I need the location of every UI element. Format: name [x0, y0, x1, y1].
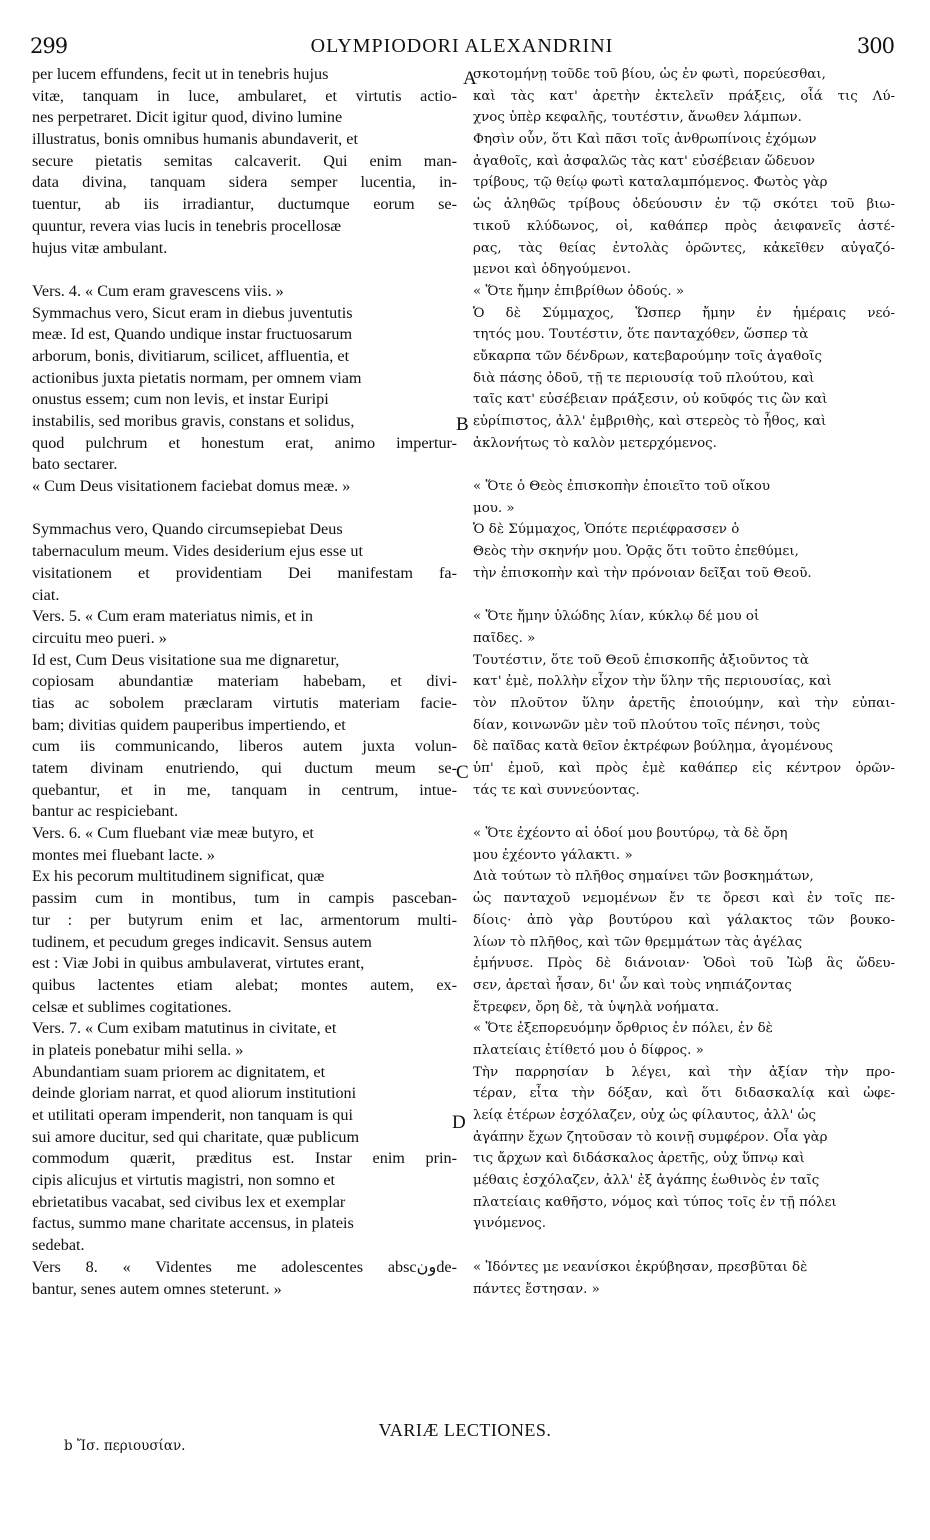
text-line: visitationem et providentiam Dei manifestam fa-: [32, 563, 457, 582]
text-line: τις ἄρχων καὶ διδάσκαλος ἀρετῆς, οὐχ ὕπνῳ καὶ: [473, 1151, 805, 1167]
text-line: Id est, Cum Deus visitatione sua me dignaretur,: [32, 650, 340, 669]
text-line: ἀγαθοῖς, καὶ ἀσφαλῶς τὰς κατ' εὐσέβειαν ὥδευον: [473, 153, 815, 169]
text-line: copiosam abundantiæ materiam habebam, et divi-: [32, 672, 457, 691]
text-line: ἔτρεφεν, ὄρη δὲ, τὰ ὑψηλὰ νοήματα.: [473, 999, 720, 1015]
page-number-right: 300: [856, 34, 894, 58]
text-line: circuitu meo pueri. »: [32, 628, 167, 647]
text-line: ἀγάπην ἔχων ζητοῦσαν τὸ κοινῇ συμφέρον. Οἷα γὰρ: [473, 1129, 828, 1145]
text-line: « Ὅτε ἐχέοντο αἱ ὁδοί μου βουτύρῳ, τὰ δὲ ὄρη: [473, 826, 788, 842]
text-line: sedebat.: [32, 1236, 85, 1255]
text-line: δίοις· ἀπὸ γὰρ βουτύρου καὶ γάλακτος τῶν βουκο-: [473, 912, 895, 928]
text-line: quibus lactentes etiam alebat; montes autem, ex-: [32, 975, 457, 994]
text-line: sui amore ducitur, sed qui charitate, quæ publicum: [32, 1127, 360, 1146]
text-line: [473, 585, 895, 607]
variae-lectiones-heading: VARIÆ LECTIONES.: [378, 1420, 552, 1440]
text-line: πάντες ἔστησαν. »: [473, 1281, 600, 1297]
text-line: [32, 498, 457, 520]
footnote: b Ἴσ. περιουσίαν.: [64, 1438, 186, 1454]
text-line: τὸν πλοῦτον ὕλην ἀρετῆς ἐποιούμην, καὶ τὴν εὐπαι-: [473, 695, 895, 711]
text-line: cum iis communicando, liberos autem juxta volun-: [32, 737, 457, 756]
text-line: Τουτέστιν, ὅτε τοῦ Θεοῦ ἐπισκοπῆς ἀξιοῦντος τὰ: [473, 652, 809, 668]
text-line: γινόμενος.: [473, 1216, 547, 1232]
text-line: arborum, bonis, divitiarum, scilicet, affluentia, et: [32, 346, 350, 365]
page-number-left: 299: [30, 34, 68, 58]
text-line: bato sectarer.: [32, 455, 118, 474]
text-line: nes perpetraret. Dicit igitur quod, divino lumine: [32, 108, 343, 127]
margin-letter-b: B: [456, 414, 469, 435]
running-title: OLYMPIODORI ALEXANDRINI: [310, 35, 614, 57]
text-line: διὰ πάσης ὁδοῦ, τῇ τε περιουσίᾳ τοῦ πλούτου, καὶ: [473, 370, 815, 386]
text-line: [32, 259, 457, 281]
text-line: in plateis ponebatur mihi sella. »: [32, 1040, 244, 1059]
text-line: montes mei fluebant lacte. »: [32, 845, 215, 864]
text-line: τρίβους, τῷ θείῳ φωτὶ καταλαμπόμενος. Φωτὸς γὰρ: [473, 175, 828, 191]
text-line: ὡς πανταχοῦ νεμομένων ἔν τε ὄρεσι καὶ ἐν τοῖς πε-: [473, 891, 895, 907]
text-line: et utilitati operam impenderit, non tanquam is qui: [32, 1106, 353, 1124]
text-line: actionibus juxta pietatis normam, per omnem viam: [32, 368, 362, 387]
text-line: Τὴν παρρησίαν b λέγει, καὶ τὴν ἀξίαν τὴν προ-: [473, 1064, 895, 1080]
margin-letter-d: D: [452, 1112, 466, 1133]
text-line: ciat.: [32, 585, 60, 604]
text-line: data divina, tanquam sidera semper lucentia, in-: [32, 173, 457, 192]
text-line: ἀκλονήτως τὸ καλὸν μετερχόμενος.: [473, 435, 717, 451]
text-line: tias ac sobolem præclaram virtutis materiam facie-: [32, 693, 457, 712]
text-line: bantur, senes autem omnes steterunt. »: [32, 1279, 282, 1298]
text-line: Διὰ τούτων τὸ πλῆθος σημαίνει τῶν βοσκημάτων,: [473, 869, 814, 885]
text-line: σεν, ἀρεταὶ ἦσαν, δι' ὧν καὶ τοὺς νηπιάζοντας: [473, 977, 792, 993]
text-line: [473, 454, 895, 476]
text-line: factus, summo mane charitate accensus, in plateis: [32, 1214, 354, 1233]
text-line: Vers. 7. « Cum exibam matutinus in civitate, et: [32, 1019, 337, 1038]
margin-letter-a: A: [463, 68, 477, 89]
text-line: χνος ὑπὲρ κεφαλῆς, τουτέστιν, ἄνωθεν λάμπων.: [473, 110, 802, 126]
text-line: quod pulchrum et honestum erat, animo impertur-: [32, 433, 457, 452]
text-line: bam; divitias quidem pauperibus impertiendo, et: [32, 715, 346, 734]
greek-column: [473, 64, 895, 1300]
text-line: ρας, τὰς θείας ἐντολὰς ὁρῶντες, κἀκεῖθεν αὐγαζό-: [473, 240, 895, 256]
text-line: Θεὸς τὴν σκηνήν μου. Ὁρᾷς ὅτι τοῦτο ἐπεθύμει,: [473, 544, 799, 560]
text-line: onustus essem; cum non levis, et instar Euripi: [32, 390, 329, 409]
text-line: Ὁ δὲ Σύμμαχος, Ὥσπερ ἤμην ἐν ἡμέραις νεό-: [473, 305, 895, 321]
text-line: celsæ et sublimes cogitationes.: [32, 997, 232, 1016]
text-line: τητός μου. Τουτέστιν, ὅτε πανταχόθεν, ὥσπερ τὰ: [473, 327, 809, 343]
text-line: λείᾳ ἑτέρων ἐσχόλαζεν, οὐχ ὡς φίλαυτος, ἀλλ' ὡς: [473, 1108, 816, 1123]
text-line: Vers 8. « Videntes me adolescentes abscونde-: [32, 1257, 457, 1276]
text-line: μου. »: [473, 500, 515, 516]
text-line: « Ὅτε ἐξεπορευόμην ὄρθριος ἐν πόλει, ἐν δὲ: [473, 1021, 773, 1037]
text-line: « Ὅτε ὁ Θεὸς ἐπισκοπὴν ἐποιεῖτο τοῦ οἴκου: [473, 479, 771, 495]
text-line: hujus vitæ ambulant.: [32, 238, 168, 257]
running-header: [30, 34, 894, 60]
text-line: δὲ παῖδας κατὰ θεῖον ἐκτρέφων βούλημα, ἀγομένους: [473, 739, 834, 755]
text-line: vitæ, tanquam in luce, ambularet, et virtutis actio-: [32, 86, 457, 105]
text-line: τὴν ἐπισκοπὴν καὶ τὴν πρόνοιαν δεῖξαι τοῦ Θεοῦ.: [473, 565, 812, 581]
text-line: Φησὶν οὖν, ὅτι Καὶ πᾶσι τοῖς ἀνθρωπίνοις ἐχόμων: [473, 132, 817, 148]
text-line: tatem divinam enutriendo, qui ductum meum se-: [32, 759, 457, 777]
text-line: ὑπ' ἐμοῦ, καὶ πρὸς ἐμὲ καθάπερ εἰς κέντρον ὁρῶν-: [473, 761, 895, 776]
text-line: tur : per butyrum enim et lac, armentorum multi-: [32, 910, 457, 929]
text-line: λίων τὸ πλῆθος, καὶ τῶν θρεμμάτων τὰς ἀγέλας: [473, 934, 803, 950]
latin-column: [32, 64, 457, 1300]
text-line: « Ὅτε ἤμην ἐπιβρίθων ὁδούς. »: [473, 283, 685, 299]
text-line: secure pietatis semitas calcaverit. Qui enim man-: [32, 151, 457, 170]
margin-letter-c: C: [456, 762, 469, 783]
text-line: ταῖς κατ' εὐσέβειαν πράξεσιν, οὐ κοῦφός τις ὢν καὶ: [473, 392, 828, 408]
text-line: Vers. 4. « Cum eram gravescens viis. »: [32, 281, 284, 300]
text-line: Vers. 5. « Cum eram materiatus nimis, et in: [32, 607, 313, 626]
text-line: [473, 1235, 895, 1257]
text-line: « Ἰδόντες με νεανίσκοι ἐκρύβησαν, πρεσβῦται δὲ: [473, 1259, 808, 1275]
text-line: τέραν, εἶτα τὴν δόξαν, καὶ ὅτι διδασκαλίᾳ καὶ ὠφε-: [473, 1086, 895, 1102]
text-line: πλατείαις ἐτίθετό μου ὁ δίφρος. »: [473, 1042, 704, 1058]
text-line: μενοι καὶ ὁδηγούμενοι.: [473, 262, 631, 278]
text-line: « Cum Deus visitationem faciebat domus meæ. »: [32, 477, 351, 496]
text-line: commodum quærit, præditus est. Instar enim prin-: [32, 1149, 457, 1168]
text-line: τικοῦ κλύδωνος, οἱ, καθάπερ πρὸς ἀειφανεῖς ἀστέ-: [473, 218, 895, 234]
text-line: ἐμήνυσε. Πρὸς δὲ διάνοιαν· Ὁδοὶ τοῦ Ἰὼβ ἃς ὥδευ-: [473, 956, 895, 972]
text-line: μέθαις ἐσχόλαζεν, ἀλλ' ἐξ ἀγάπης ἑωθινὸς ἐν ταῖς: [473, 1173, 820, 1189]
text-line: τάς τε καὶ συννεύοντας.: [473, 782, 640, 798]
text-line: bantur ac respiciebant.: [32, 802, 179, 821]
text-line: Vers. 6. « Cum fluebant viæ meæ butyro, et: [32, 824, 314, 843]
text-line: Ex his pecorum multitudinem significat, quæ: [32, 867, 325, 886]
text-line: εὔκαρπα τῶν δένδρων, κατεβαρούμην τοῖς ἀγαθοῖς: [473, 348, 823, 364]
text-line: δίαν, κοινωνῶν μὲν τοῦ πλούτου τοῖς πένησι, τοὺς: [473, 717, 821, 733]
text-line: cipis alicujus et virtutis magistri, non somno et: [32, 1171, 336, 1190]
text-line: « Ὅτε ἤμην ὑλώδης λίαν, κύκλῳ δέ μου οἱ: [473, 609, 760, 625]
text-line: Symmachus vero, Quando circumsepiebat Deus: [32, 520, 343, 539]
text-line: εὐρίπιστος, ἀλλ' ἐμβριθὴς, καὶ στερεὸς τὸ ἦθος, καὶ: [473, 414, 827, 429]
text-line: tuentur, ab iis irradiantur, ductumque eorum se-: [32, 195, 457, 214]
text-line: Ὁ δὲ Σύμμαχος, Ὁπότε περιέφρασσεν ὁ: [473, 522, 740, 538]
text-line: tabernaculum meum. Vides desiderium ejus esse ut: [32, 542, 363, 561]
text-line: illustratus, bonis omnibus humanis abundaverit, et: [32, 130, 358, 149]
text-line: meæ. Id est, Quando undique instar fructuosarum: [32, 325, 353, 344]
text-line: ebrietatibus vacabat, sed civibus lex et exemplar: [32, 1192, 346, 1211]
text-line: passim cum in montibus, tum in campis pasceban-: [32, 889, 457, 908]
text-line: ὡς ἀληθῶς τρίβους ὁδεύουσιν ἐν τῷ σκότει τοῦ βιω-: [473, 197, 895, 213]
text-line: deinde gloriam narrat, et quod aliorum institutioni: [32, 1084, 357, 1103]
text-line: Symmachus vero, Sicut eram in diebus juventutis: [32, 303, 353, 322]
text-line: κατ' ἐμὲ, πολλὴν εἶχον τὴν ὕλην τῆς περιουσίας, καὶ: [473, 674, 832, 690]
text-line: μου ἐχέοντο γάλακτι. »: [473, 847, 633, 863]
text-line: παῖδες. »: [473, 630, 536, 646]
text-line: per lucem effundens, fecit ut in tenebris hujus: [32, 65, 329, 83]
text-line: σκοτομήνῃ τοῦδε τοῦ βίου, ὡς ἐν φωτὶ, πορεύεσθαι,: [473, 67, 826, 82]
text-line: quuntur, revera vias lucis in tenebris procellosæ: [32, 216, 342, 235]
text-line: πλατείαις καθῆστο, νόμος καὶ τύπος τοῖς ἐν τῇ πόλει: [473, 1194, 837, 1210]
text-line: tudinem, et pecudum greges indicavit. Sensus autem: [32, 932, 372, 951]
text-line: quebantur, et in me, tanquam in centrum, intue-: [32, 780, 457, 799]
text-line: Abundantiam suam priorem ac dignitatem, et: [32, 1062, 326, 1081]
text-line: καὶ τὰς κατ' ἀρετὴν ἐκτελεῖν πράξεις, οἷά τις Λύ-: [473, 88, 895, 104]
text-line: [473, 801, 895, 823]
text-line: est : Viæ Jobi in quibus ambulaverat, virtutes erant,: [32, 954, 365, 973]
text-line: instabilis, sed moribus gravis, constans et solidus,: [32, 412, 355, 430]
